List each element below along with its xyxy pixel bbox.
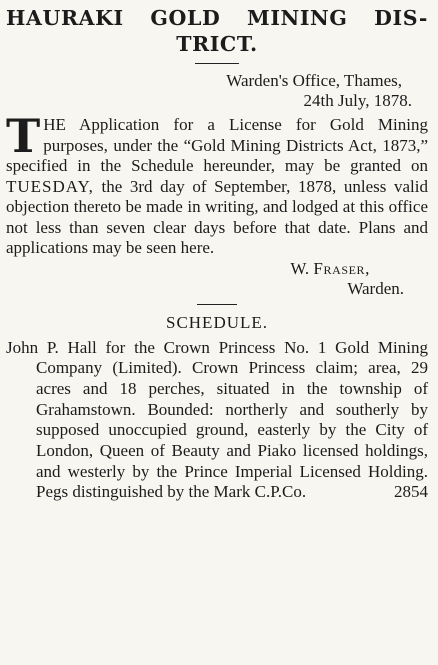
notice-paragraph: [6, 109, 428, 259]
schedule-number: 2854: [394, 482, 428, 502]
notice-text-part-1: HE Application for a License for Gold Mining purposes, under the “Gold Mining Districts Act, 1873,” specified in the Schedule hereunder, may be granted on: [6, 115, 428, 175]
notice-text-part-2: the 3rd day of September, 1878, unless valid objection thereto be made in writing, and lodged at this office not less than seven clear days before that date. Plans and applications may be seen here.: [6, 176, 428, 257]
headline: [6, 4, 428, 32]
drop-cap: T: [6, 109, 41, 163]
signature-name: [6, 259, 428, 279]
office-line: Warden's Office, Thames,: [226, 71, 402, 90]
date-line: 24th July, 1878.: [303, 91, 412, 110]
schedule-heading: SCHEDULE.: [165, 312, 269, 332]
headline-line-1: HAURAKI GOLD MINING DIS-: [6, 6, 428, 30]
signature-surname: Fraser,: [313, 258, 370, 278]
headline-continued: [6, 30, 428, 58]
divider-rule-2: [197, 304, 237, 305]
schedule-entry: [6, 338, 428, 504]
signature-title: Warden.: [347, 278, 404, 298]
notice-day: TUESDAY,: [6, 176, 94, 196]
divider-rule: [195, 63, 239, 64]
schedule-text: John P. Hall for the Crown Princess No. 1 Gold Mining Company (Limited). Crown Princess claim; area, 29 acres and 18 perches, situated in the township of Grahamstown. Bounded: northerly and southerly by supposed unoccupied ground, easterly by the City of London, Queen of Beauty and Piako licensed holdings, and westerly by the Prince Imperial Licensed Holding. Pegs distinguished by the Mark C.P.Co.: [6, 337, 428, 502]
signature-initial: W.: [290, 258, 314, 278]
headline-line-2: TRICT.: [176, 32, 258, 56]
